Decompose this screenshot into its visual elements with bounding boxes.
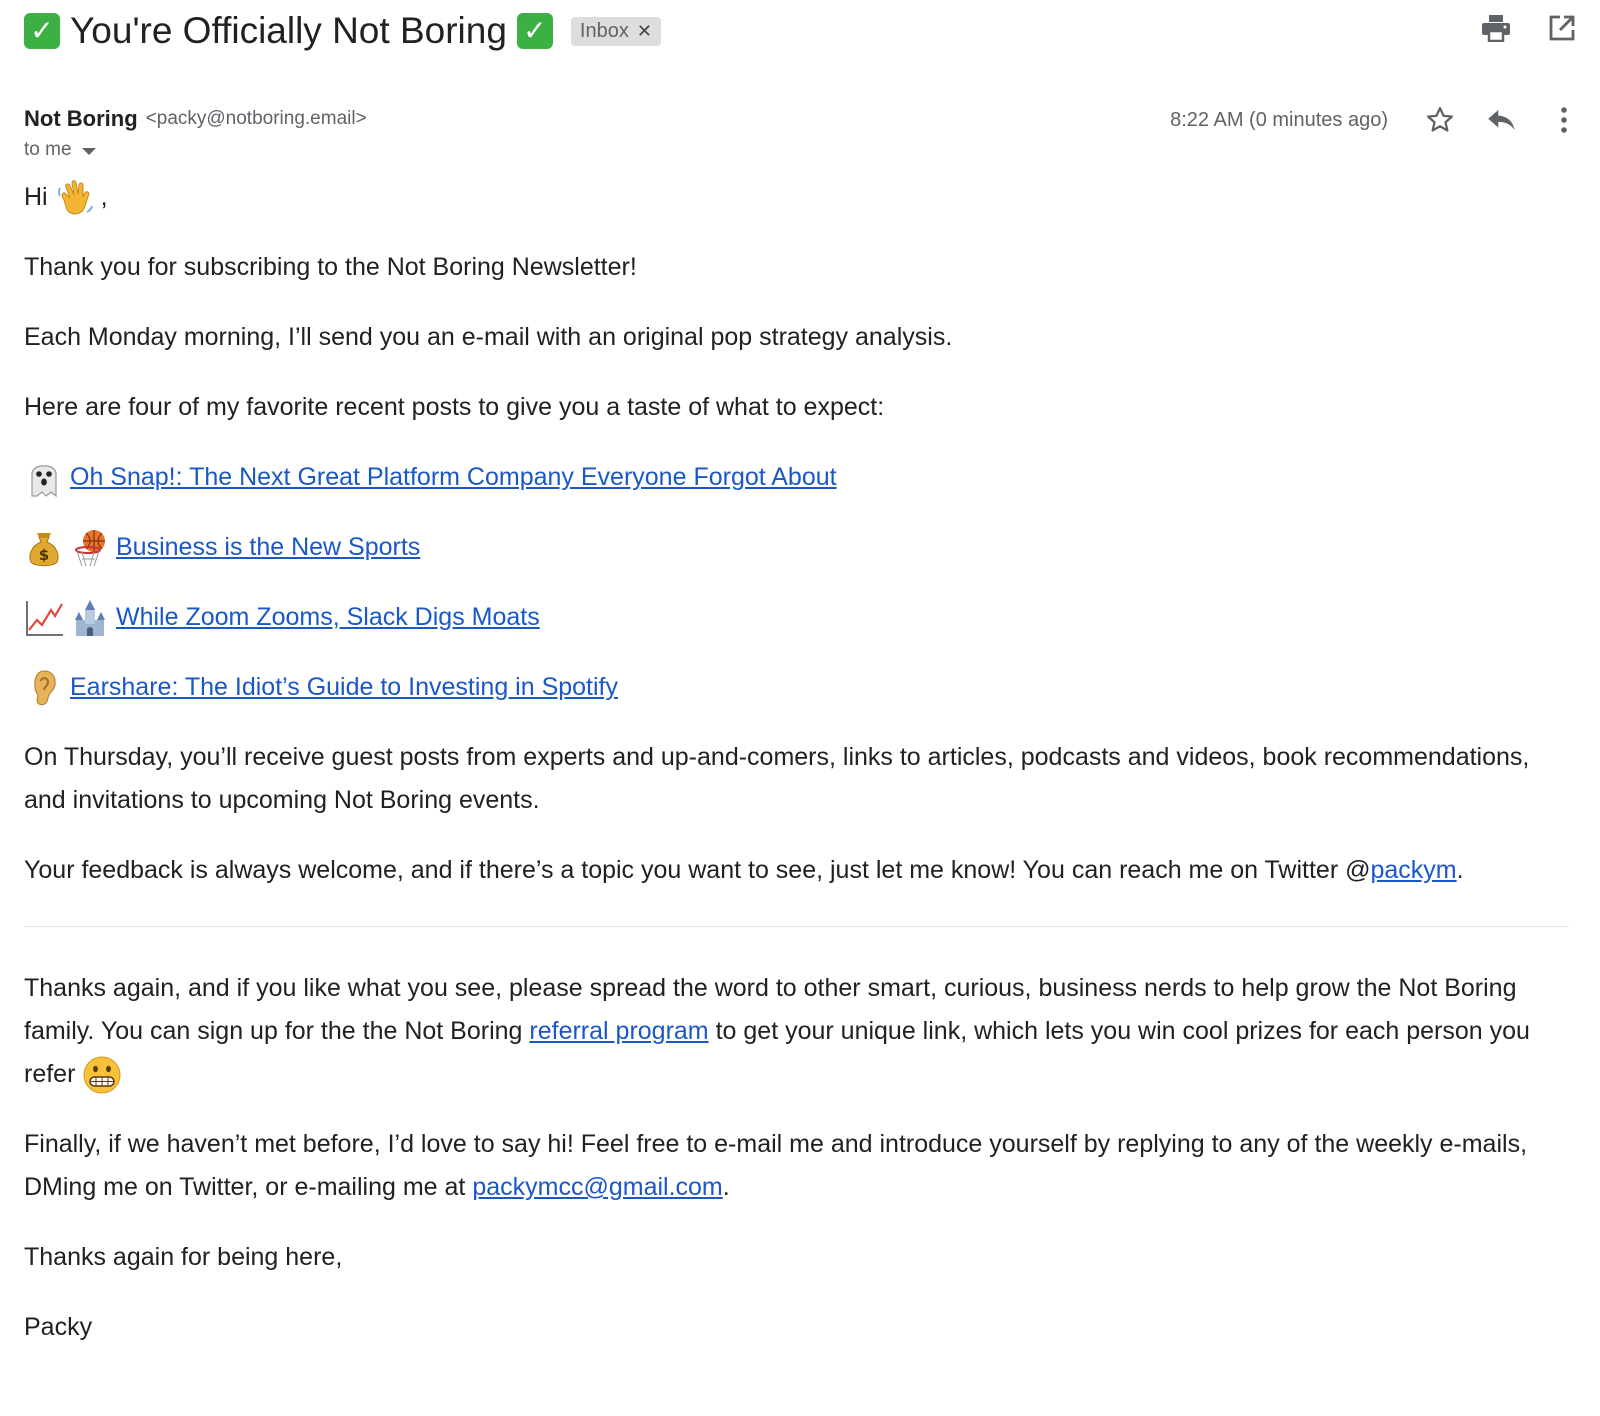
- email-body: [24, 176, 1569, 1376]
- chart-increasing-icon: [24, 598, 64, 638]
- message-timestamp: 8:22 AM (0 minutes ago): [1170, 108, 1388, 131]
- header-actions: [1480, 12, 1578, 44]
- feedback-period: .: [1456, 856, 1464, 884]
- ear-icon: [24, 668, 64, 708]
- check-mark-button-icon: ✓: [517, 13, 553, 49]
- svg-text:$: $: [38, 545, 50, 564]
- email-address-link[interactable]: packymcc@gmail.com: [472, 1173, 723, 1201]
- greeting-comma: ,: [100, 183, 108, 211]
- check-mark-button-icon: ✓: [24, 13, 60, 49]
- more-vert-icon[interactable]: [1548, 104, 1580, 136]
- paragraph-four-posts: Here are four of my favorite recent posts to give you a taste of what to expect:: [24, 393, 885, 421]
- money-bag-icon: [24, 528, 64, 568]
- sender-name[interactable]: Not Boring: [24, 106, 138, 131]
- greeting: [24, 176, 1569, 219]
- recipient-details-toggle[interactable]: [24, 139, 96, 161]
- print-icon[interactable]: [1480, 12, 1512, 44]
- finally-text: Finally, if we haven’t met before, I’d love to say hi! Feel free to e-mail me and introduce yourself by replying to any of the weekly e-mails, DMing me on Twitter, or e-mailing me at: [24, 1130, 1528, 1201]
- feedback-text: Your feedback is always welcome, and if there’s a topic you want to see, just let me know! You can reach me on Twitter @: [24, 856, 1371, 884]
- post-link-item: [24, 666, 1569, 709]
- inbox-label-chip[interactable]: [571, 17, 661, 46]
- twitter-handle-link[interactable]: packym: [1370, 856, 1457, 884]
- grinning-face-icon: [82, 1055, 122, 1095]
- inbox-label-text: Inbox: [579, 19, 629, 42]
- basketball-icon: [70, 528, 110, 568]
- paragraph-spread-word: [24, 967, 1569, 1096]
- sender-row: [24, 104, 1580, 134]
- section-divider: [24, 926, 1569, 927]
- email-subject: You're Officially Not Boring: [70, 10, 507, 51]
- post-link-item: [24, 526, 1569, 569]
- spread-text-end: to get your unique link, which lets you win cool prizes for each person you refer: [24, 1017, 1530, 1088]
- message-actions: [1170, 104, 1580, 136]
- subject-header: [24, 8, 661, 54]
- paragraph-monday: Each Monday morning, I’ll send you an e-mail with an original pop strategy analysis.: [24, 323, 953, 351]
- post-link-zoom-slack[interactable]: While Zoom Zooms, Slack Digs Moats: [116, 603, 540, 631]
- finally-period: .: [722, 1173, 730, 1201]
- reply-icon[interactable]: [1486, 104, 1518, 136]
- paragraph-thanks: Thank you for subscribing to the Not Boring Newsletter!: [24, 253, 637, 281]
- referral-program-link[interactable]: referral program: [529, 1017, 709, 1045]
- paragraph-finally: [24, 1123, 1569, 1209]
- sender-email: <packy@notboring.email>: [145, 108, 367, 129]
- post-link-oh-snap[interactable]: Oh Snap!: The Next Great Platform Company Everyone Forgot About: [70, 463, 837, 491]
- spread-text: Thanks again, and if you like what you see, please spread the word to other smart, curious, business nerds to help grow the Not Boring family. You can sign up for the the Not Boring: [24, 974, 1517, 1045]
- remove-label-icon[interactable]: ✕: [636, 20, 652, 41]
- signature: Packy: [24, 1313, 93, 1341]
- post-link-item: [24, 596, 1569, 639]
- castle-icon: [70, 598, 110, 638]
- post-link-earshare[interactable]: Earshare: The Idiot’s Guide to Investing in Spotify: [70, 673, 618, 701]
- paragraph-feedback: [24, 849, 1569, 892]
- waving-hand-icon: [55, 178, 95, 218]
- paragraph-thursday: On Thursday, you’ll receive guest posts from experts and up-and-comers, links to articles, podcasts and videos, book recommendations, and invitations to upcoming Not Boring events.: [24, 743, 1530, 814]
- ghost-icon: [24, 458, 64, 498]
- star-icon[interactable]: [1424, 104, 1456, 136]
- open-in-new-window-icon[interactable]: [1546, 12, 1578, 44]
- recipient-text: to me: [24, 139, 72, 160]
- closing-line: Thanks again for being here,: [24, 1243, 343, 1271]
- caret-down-icon: [82, 148, 96, 155]
- post-link-item: [24, 456, 1569, 499]
- greeting-hi: Hi: [24, 183, 48, 211]
- post-link-business-sports[interactable]: Business is the New Sports: [116, 533, 421, 561]
